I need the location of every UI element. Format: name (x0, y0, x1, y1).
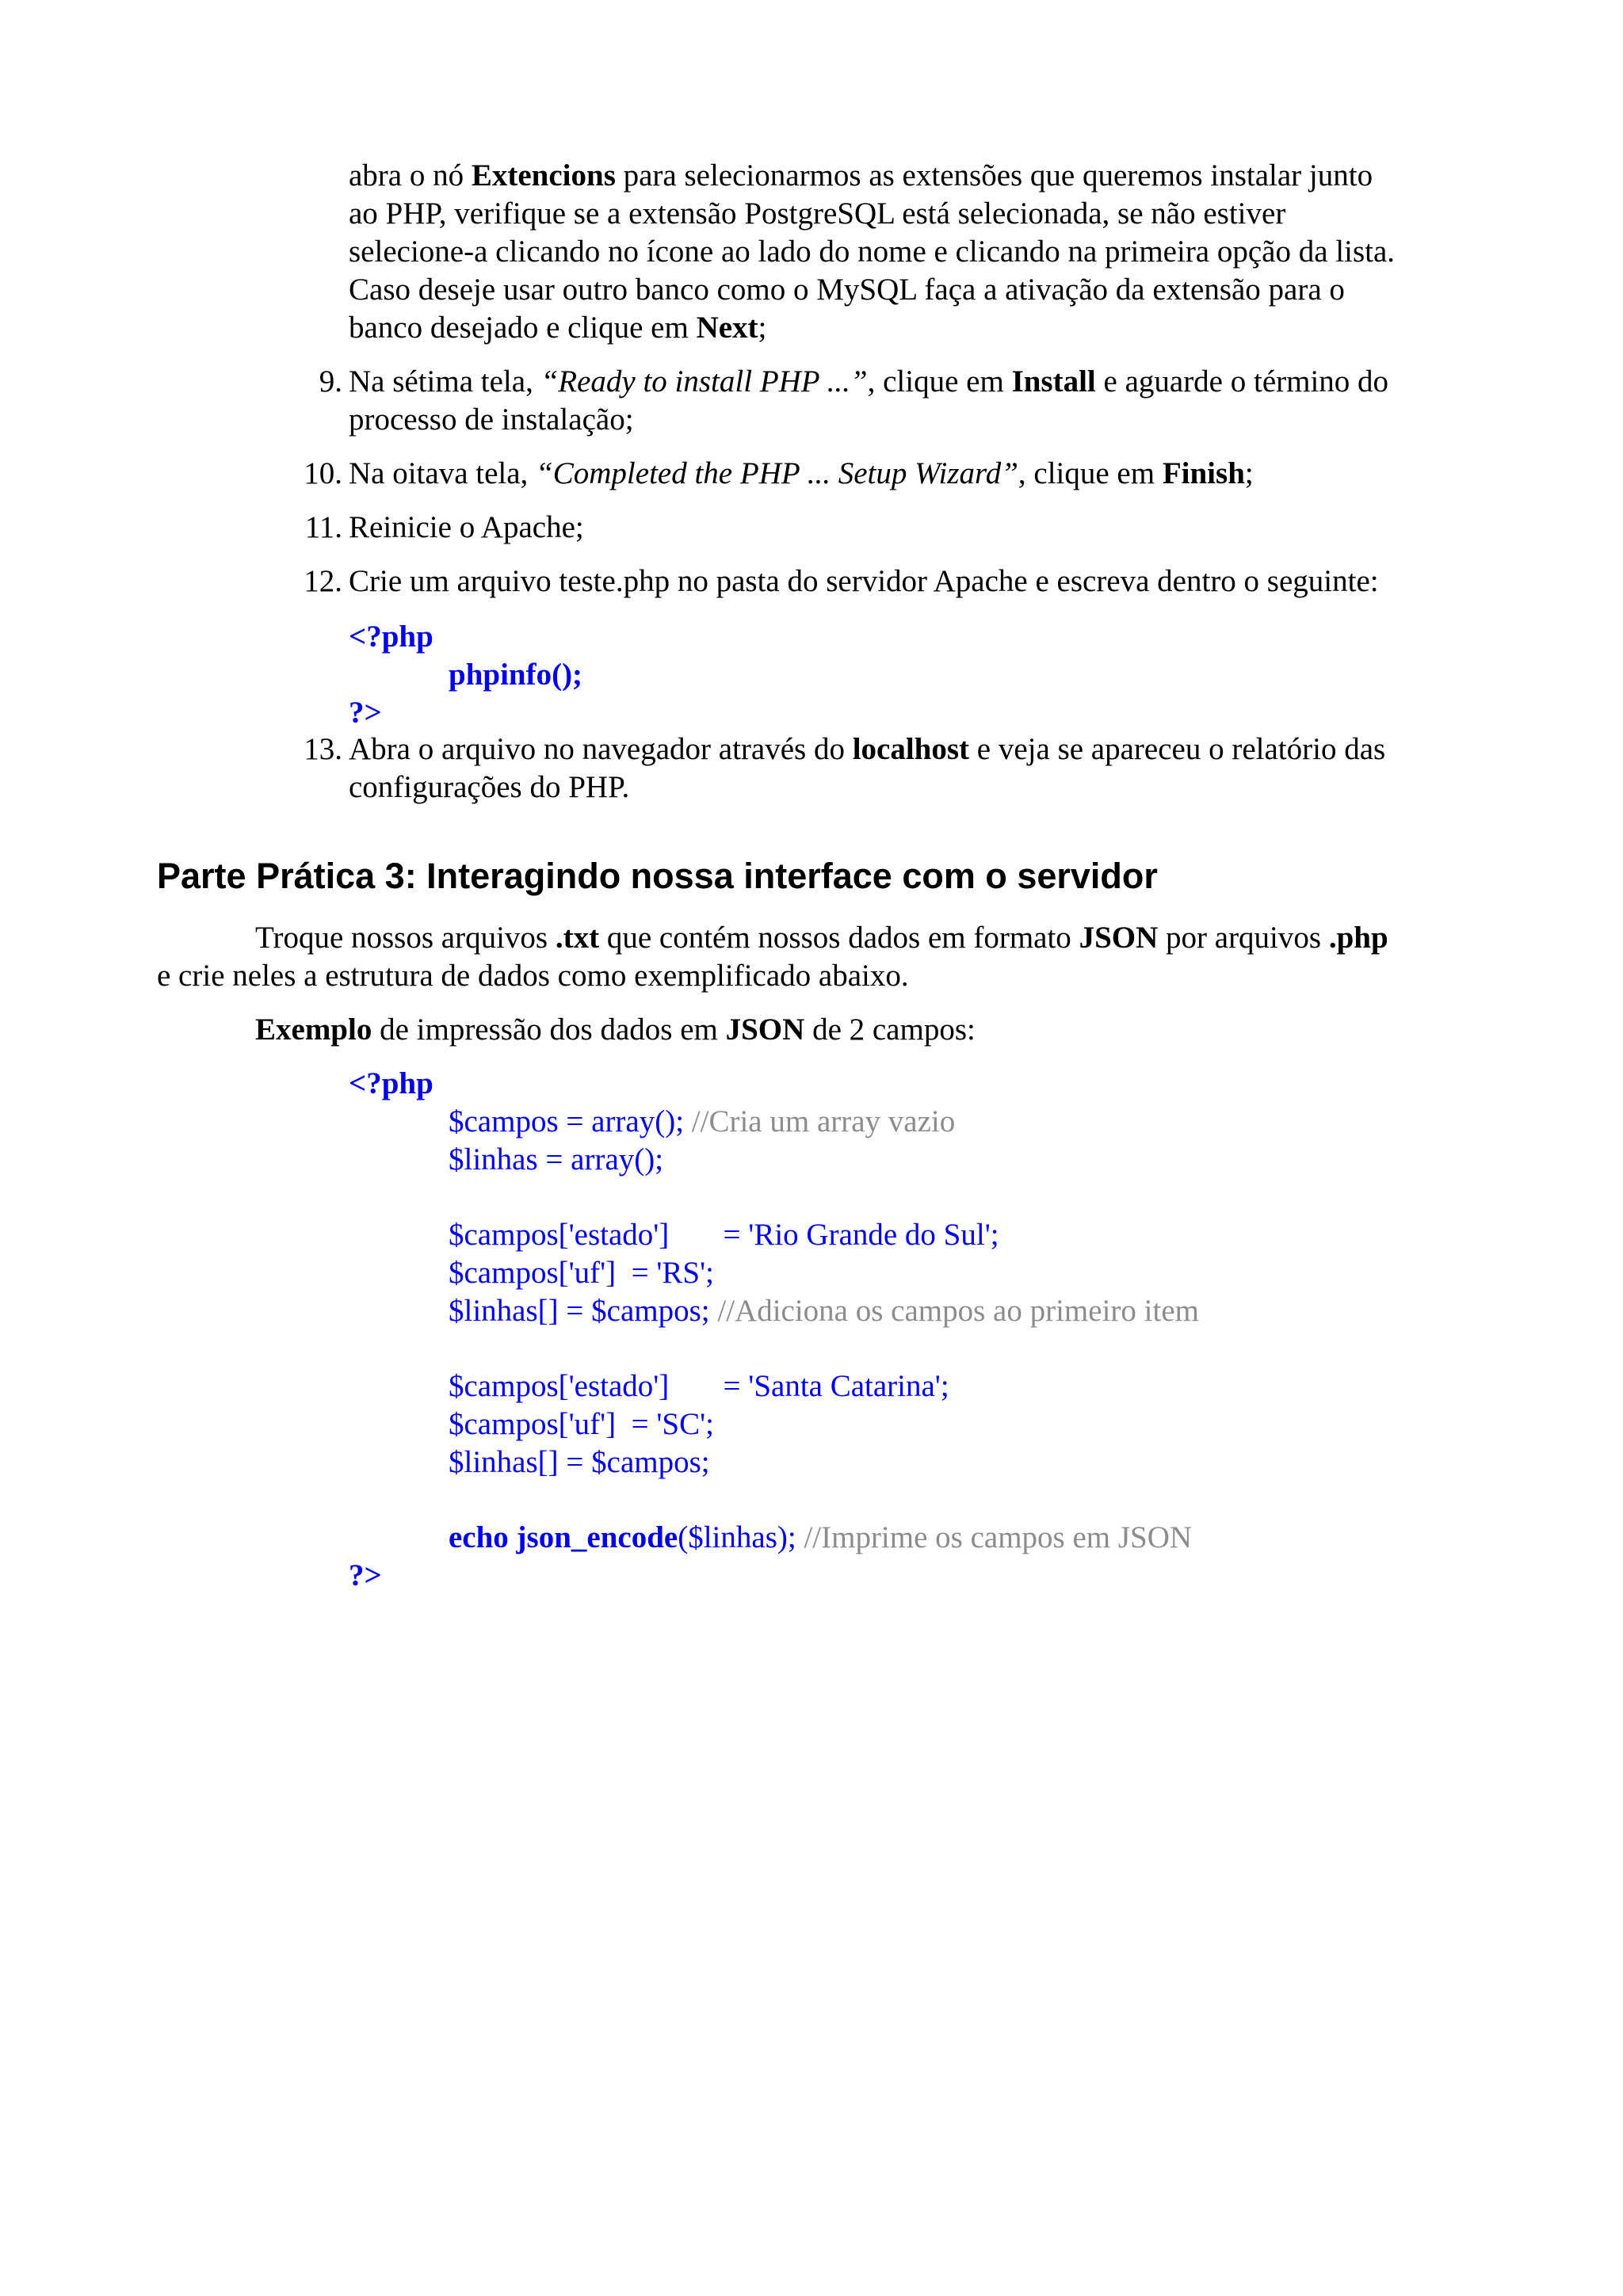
install-term: Install (1011, 364, 1096, 399)
list-number: 13. (304, 732, 342, 766)
code-php-open: <?php (349, 620, 433, 654)
code2-php-close: ?> (349, 1558, 382, 1592)
localhost-term: localhost (852, 732, 970, 766)
intro-paragraph (349, 157, 1474, 347)
document-page: abra o nó Extencions para selecionarmos as extensões que queremos instalar junto ao PHP, verifique se a extensão PostgreSQL está selecionada, se não estiver selecione-a clicando no ícone ao lado do nome e clicando na primeira opção da lista. Caso deseje usar outro banco como o MySQL faça a ativação da extensão para o banco desejado e clique em Next; 9. Na sétima tela, “Ready to install PHP ...”, clique em Install e aguarde o término do processo de instalação; 10. Na oitava tela, “Completed the PHP ... Setup Wizard”, clique em Finish; 11. Reinicie o Apache; 12. Crie um arquivo teste.php no pasta do servidor Apache e escreva dentro o seguinte: <?php phpinfo(); ?> 13. Abra o arquivo no navegador através do localhost e veja se apareceu o relatório das configurações do PHP. Parte Prática 3: Interagindo nossa interface com o servidor Troque nossos arquivos .txt que contém nossos dados em formato JSON por arquivos .php e crie neles a estrutura de dados como exemplificado abaixo. Exemplo de impressão dos dados em JSON de 2 campos: <?php $campos = array(); //Cria um array vazio $linhas = array(); $campos['estado'] = 'Rio Grande do Sul'; $campos['uf'] = 'RS'; $linhas[] = $campos; //Adiciona os campos ao primeiro item $campos['estado'] = 'Santa Catarina'; $campos['uf'] = 'SC'; $linhas[] = $campos; echo json_encode($linhas); //Imprime os campos em JSON ?> (0, 0, 1623, 2296)
intro-line-5: banco desejado e clique em Next; (349, 311, 767, 345)
code-comment: //Imprime os campos em JSON (804, 1520, 1193, 1554)
extencions-term: Extencions (471, 158, 616, 193)
code-comment: //Cria um array vazio (691, 1104, 956, 1138)
next-term: Next (696, 311, 758, 345)
section-paragraph-2: Exemplo de impressão dos dados em JSON de 2 campos: (255, 1013, 976, 1047)
code2-line-2: $linhas = array(); (449, 1142, 664, 1177)
list-number: 12. (304, 564, 342, 598)
list-number: 10. (304, 456, 342, 490)
intro-line-1: abra o nó Extencions para selecionarmos as extensões que queremos instalar junto (349, 158, 1373, 193)
code2-line-4: $campos['uf'] = 'RS'; (449, 1256, 714, 1290)
intro-line-4: Caso deseje usar outro banco como o MySQL faça a ativação da extensão para o (349, 273, 1345, 307)
intro-line-2: ao PHP, verifique se a extensão PostgreSQL está selecionada, se não estiver (349, 196, 1286, 231)
code2-line-1: $campos = array(); //Cria um array vazio (449, 1104, 956, 1138)
code-php-close: ?> (349, 696, 382, 730)
code2-line-9: echo json_encode($linhas); //Imprime os campos em JSON (449, 1520, 1193, 1554)
code2-line-3: $campos['estado'] = 'Rio Grande do Sul'; (449, 1218, 999, 1252)
finish-term: Finish (1162, 456, 1245, 490)
code2-php-open: <?php (349, 1066, 433, 1100)
section-heading: Parte Prática 3: Interagindo nossa interface com o servidor (157, 856, 1158, 896)
code2-line-8: $linhas[] = $campos; (449, 1445, 710, 1479)
list-number: 11. (304, 510, 342, 544)
code2-line-5: $linhas[] = $campos; //Adiciona os campos ao primeiro item (449, 1294, 1199, 1328)
section-paragraph-1: Troque nossos arquivos .txt que contém nossos dados em formato JSON por arquivos .php e crie neles a estrutura de dados como exemplificado abaixo. (157, 921, 1388, 993)
code-phpinfo-call: phpinfo(); (449, 658, 583, 692)
code2-line-7: $campos['uf'] = 'SC'; (449, 1407, 714, 1441)
list-number: 9. (319, 364, 342, 399)
code2-line-6: $campos['estado'] = 'Santa Catarina'; (449, 1369, 949, 1403)
code-comment: //Adiciona os campos ao primeiro item (717, 1294, 1199, 1328)
intro-line-3: selecione-a clicando no ícone ao lado do nome e clicando na primeira opção da lista. (349, 235, 1396, 269)
